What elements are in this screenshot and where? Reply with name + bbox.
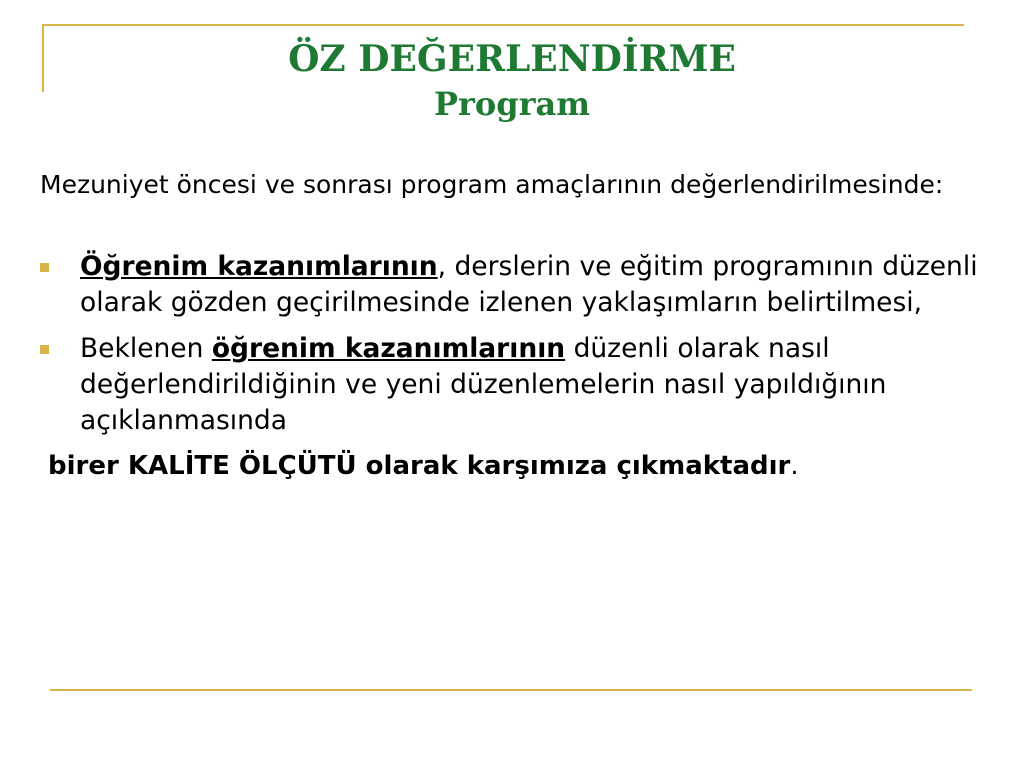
bullet-1-after: , derslerin ve eğitim programının düzenli olarak gözden geçirilmesinde izlenen yaklaşımların belirtilmesi,: [80, 251, 978, 319]
square-bullet-icon: [40, 345, 49, 354]
bullet-1-emphasis: Öğrenim kazanımlarının: [80, 251, 438, 283]
bullet-item-1: [40, 249, 990, 321]
bullet-2-after: düzenli olarak nasıl değerlendirildiğinin ve yeni düzenlemelerin nasıl yapıldığının açıklanmasında: [80, 333, 887, 437]
bullet-2-before: Beklenen: [80, 333, 212, 365]
conclusion-end: .: [790, 451, 799, 482]
bullet-item-2: [40, 331, 990, 439]
frame-bottom-rule: [50, 689, 972, 691]
conclusion-text: [40, 449, 990, 484]
frame-top-rule: [42, 24, 964, 26]
title-main: ÖZ DEĞERLENDİRME: [288, 38, 736, 80]
slide-body: [40, 168, 990, 485]
conclusion-bold: birer KALİTE ÖLÇÜTÜ olarak karşımıza çıkmaktadır: [48, 451, 791, 482]
bullet-2-emphasis: öğrenim kazanımlarının: [211, 333, 566, 365]
intro-text: Mezuniyet öncesi ve sonrası program amaçlarının değerlendirilmesinde:: [40, 170, 944, 199]
square-bullet-icon: [40, 263, 49, 272]
title-sub: Program: [433, 85, 591, 124]
slide-title: [0, 38, 1024, 124]
